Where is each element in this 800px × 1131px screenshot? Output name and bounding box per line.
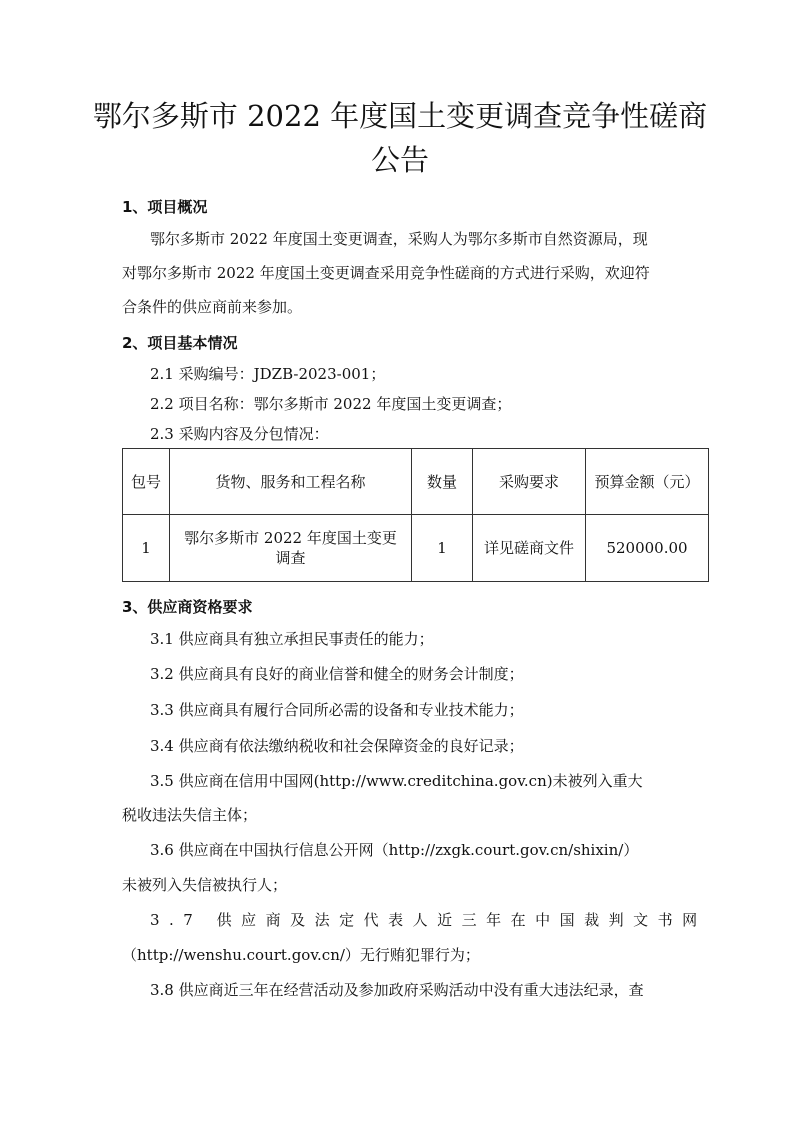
section-3-heading: 3、供应商资格要求 [122,598,253,616]
qualification-item: 3.5 供应商在信用中国网(http://www.creditchina.gov.cn)未被列入重大 [150,772,643,790]
column-header: 货物、服务和工程名称 [170,449,412,515]
item-name-line: 调查 [275,549,306,567]
document-title-line-2: 公告 [370,143,429,177]
column-header: 采购要求 [473,449,586,515]
document-title-line-1: 鄂尔多斯市 2022 年度国土变更调查竞争性磋商 [92,99,708,133]
section-1-paragraph-line: 合条件的供应商前来参加。 [122,298,303,316]
qualification-item-continued: 未被列入失信被执行人； [122,876,288,894]
qualification-item: 3.2 供应商具有良好的商业信誉和健全的财务会计制度； [150,665,524,683]
qualification-item: 3.7 供应商及法定代表人近三年在中国裁判文书网 [150,911,707,929]
column-header: 预算金额（元） [586,449,709,515]
section-1-heading: 1、项目概况 [122,198,208,216]
qualification-item-continued: （http://wenshu.court.gov.cn/）无行贿犯罪行为； [122,946,480,964]
requirement-cell: 详见磋商文件 [473,515,586,582]
budget-cell: 520000.00 [586,515,709,582]
package-cell: 1 [123,515,170,582]
table-row [123,515,709,582]
qualification-item: 3.6 供应商在中国执行信息公开网（http://zxgk.court.gov.cn/shixin/） [150,841,639,859]
section-1-paragraph-line: 鄂尔多斯市 2022 年度国土变更调查，采购人为鄂尔多斯市自然资源局，现 [150,230,648,248]
quantity-cell: 1 [412,515,473,582]
qualification-item: 3.8 供应商近三年在经营活动及参加政府采购活动中没有重大违法纪录，查 [150,981,644,999]
item-name-line: 鄂尔多斯市 2022 年度国土变更 [184,529,397,547]
qualification-item: 3.1 供应商具有独立承担民事责任的能力； [150,630,434,648]
section-2-heading: 2、项目基本情况 [122,334,238,352]
section-1-paragraph-line: 对鄂尔多斯市 2022 年度国土变更调查采用竞争性磋商的方式进行采购，欢迎符 [122,264,650,282]
column-header: 数量 [412,449,473,515]
column-header: 包号 [123,449,170,515]
table-header-row [123,449,709,515]
qualification-item: 3.3 供应商具有履行合同所必需的设备和专业技术能力； [150,701,524,719]
procurement-table [122,448,709,582]
item-name-cell [170,515,412,582]
qualification-item-continued: 税收违法失信主体； [122,806,258,824]
qualification-item: 3.4 供应商有依法缴纳税收和社会保障资金的良好记录； [150,737,524,755]
procurement-content-label: 2.3 采购内容及分包情况： [150,425,329,443]
project-name: 2.2 项目名称：鄂尔多斯市 2022 年度国土变更调查； [150,395,512,413]
procurement-number: 2.1 采购编号：JDZB-2023-001； [150,365,386,383]
